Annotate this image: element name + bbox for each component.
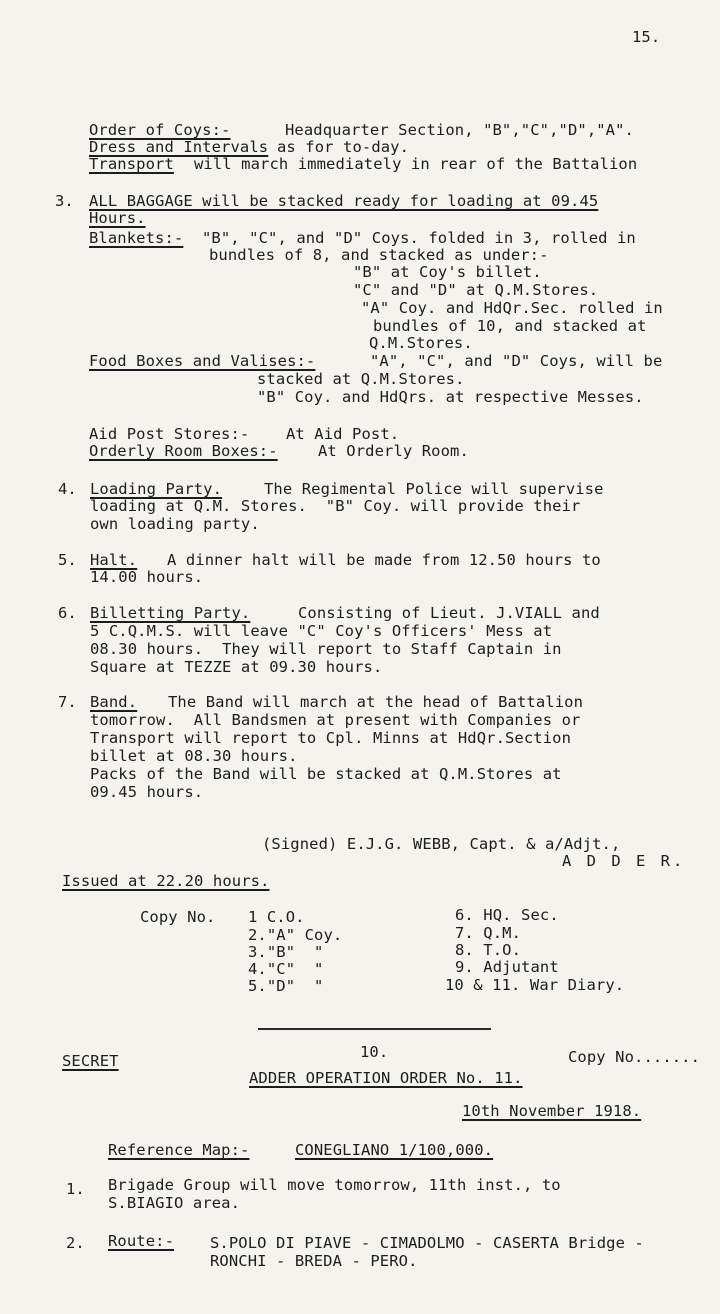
copy-number-field: Copy No....... — [568, 1048, 701, 1066]
order11-para1-line: S.BIAGIO area. — [108, 1194, 241, 1212]
order-of-coys-text: Headquarter Section, "B","C","D","A". — [285, 121, 634, 139]
distribution-right-item: 7. Q.M. — [455, 924, 522, 942]
blankets-line: "B", "C", and "D" Coys. folded in 3, rolled in — [202, 229, 636, 247]
para4-line: The Regimental Police will supervise — [264, 480, 604, 498]
para7-line: 09.45 hours. — [90, 783, 204, 801]
blankets-line: "A" Coy. and HdQr.Sec. rolled in — [361, 299, 663, 317]
para7-line: billet at 08.30 hours. — [90, 747, 298, 765]
secret-label: SECRET — [62, 1052, 119, 1070]
para5-line: A dinner halt will be made from 12.50 hours to — [167, 551, 601, 569]
reference-map-value: CONEGLIANO 1/100,000. — [295, 1141, 494, 1159]
transport-label: Transport — [89, 155, 174, 173]
para6-line: 5 C.Q.M.S. will leave "C" Coy's Officers' Mess at — [90, 622, 553, 640]
order11-para1-line: Brigade Group will move tomorrow, 11th inst., to — [108, 1176, 561, 1194]
food-boxes-line: stacked at Q.M.Stores. — [257, 370, 465, 388]
orderly-room-label: Orderly Room Boxes:- — [89, 442, 278, 460]
food-boxes-label: Food Boxes and Valises:- — [89, 352, 316, 370]
order11-para1-number: 1. — [66, 1180, 85, 1198]
para7-label: Band. — [90, 693, 138, 711]
para7-line: Transport will report to Cpl. Minns at HdQr.Section — [90, 729, 572, 747]
para6-number: 6. — [58, 604, 77, 622]
order-of-coys-label: Order of Coys:- — [89, 121, 231, 139]
route-line: RONCHI - BREDA - PERO. — [210, 1252, 418, 1270]
para7-line: The Band will march at the head of Battalion — [168, 693, 583, 711]
dress-label: Dress and Intervals — [89, 138, 269, 156]
route-line: S.POLO DI PIAVE - CIMADOLMO - CASERTA Bridge - — [210, 1234, 644, 1252]
para5-line: 14.00 hours. — [90, 568, 204, 586]
distribution-left-item: 5."D" " — [248, 977, 324, 995]
order11-para2-number: 2. — [66, 1234, 85, 1252]
order11-page-number: 10. — [360, 1043, 389, 1061]
para3-heading-cont: Hours. — [89, 209, 146, 227]
distribution-right-item: 10 & 11. War Diary. — [445, 976, 625, 994]
section-divider — [258, 1028, 491, 1030]
distribution-right-item: 9. Adjutant — [455, 958, 559, 976]
distribution-left-item: 3."B" " — [248, 943, 324, 961]
blankets-line: "B" at Coy's billet. — [353, 263, 542, 281]
transport-text: will march immediately in rear of the Battalion — [194, 155, 638, 173]
para4-label: Loading Party. — [90, 480, 223, 498]
distribution-right-item: 8. T.O. — [455, 941, 522, 959]
para7-number: 7. — [58, 693, 77, 711]
dress-text: as for to-day. — [277, 138, 410, 156]
order-date: 10th November 1918. — [462, 1102, 642, 1120]
distribution-left-item: 2."A" Coy. — [248, 926, 343, 944]
para5-label: Halt. — [90, 551, 138, 569]
route-label: Route:- — [108, 1232, 175, 1250]
para4-line: loading at Q.M. Stores. "B" Coy. will provide their — [90, 497, 581, 515]
para6-line: Square at TEZZE at 09.30 hours. — [90, 658, 383, 676]
signature-unit: A D D E R. — [562, 852, 686, 870]
reference-map-label: Reference Map:- — [108, 1141, 250, 1159]
page-number: 15. — [632, 28, 661, 46]
para6-label: Billetting Party. — [90, 604, 251, 622]
para4-line: own loading party. — [90, 515, 260, 533]
blankets-line: bundles of 8, and stacked as under:- — [209, 246, 549, 264]
aid-post-text: At Aid Post. — [286, 425, 400, 443]
blankets-label: Blankets:- — [89, 229, 184, 247]
operation-order-title: ADDER OPERATION ORDER No. 11. — [249, 1069, 523, 1087]
para4-number: 4. — [58, 480, 77, 498]
distribution-right-item: 6. HQ. Sec. — [455, 906, 559, 924]
para6-line: 08.30 hours. They will report to Staff Captain in — [90, 640, 562, 658]
distribution-left-item: 1 C.O. — [248, 908, 305, 926]
para5-number: 5. — [58, 551, 77, 569]
issued-time: Issued at 22.20 hours. — [62, 872, 270, 890]
para3-number: 3. — [55, 192, 74, 210]
food-boxes-line: "B" Coy. and HdQrs. at respective Messes. — [257, 388, 644, 406]
para7-line: Packs of the Band will be stacked at Q.M.Stores at — [90, 765, 562, 783]
aid-post-label: Aid Post Stores:- — [89, 425, 250, 443]
blankets-line: Q.M.Stores. — [369, 334, 473, 352]
signature-line: (Signed) E.J.G. WEBB, Capt. & a/Adjt., — [262, 835, 621, 853]
copy-no-label: Copy No. — [140, 908, 216, 926]
food-boxes-line: "A", "C", and "D" Coys, will be — [370, 352, 663, 370]
orderly-room-text: At Orderly Room. — [318, 442, 469, 460]
para7-line: tomorrow. All Bandsmen at present with Companies or — [90, 711, 581, 729]
para3-heading: ALL BAGGAGE will be stacked ready for loading at 09.45 — [89, 192, 599, 210]
distribution-left-item: 4."C" " — [248, 960, 324, 978]
para6-line: Consisting of Lieut. J.VIALL and — [298, 604, 600, 622]
blankets-line: bundles of 10, and stacked at — [373, 317, 647, 335]
blankets-line: "C" and "D" at Q.M.Stores. — [353, 281, 599, 299]
